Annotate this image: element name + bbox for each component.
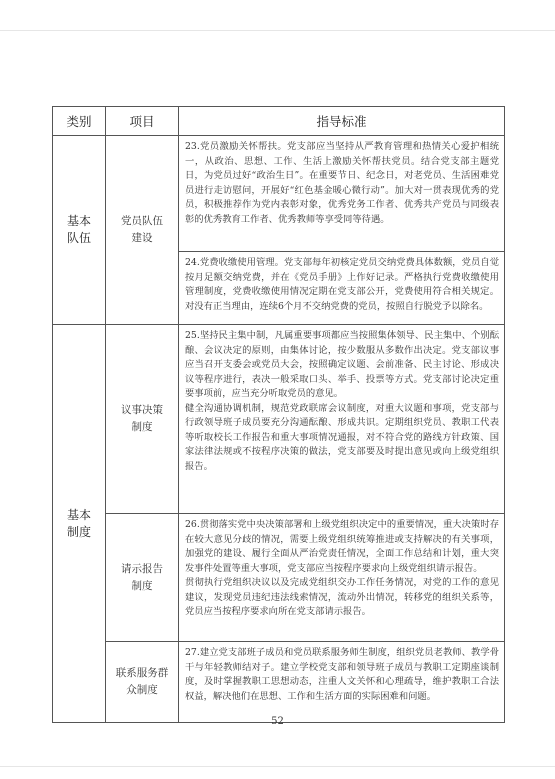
category-cell-basic-team <box>53 136 106 325</box>
item-cell-party-team <box>106 136 179 325</box>
item-label: 议事决策 制度 <box>121 404 163 433</box>
standard-paragraph: 贯彻执行党组织决议以及完成党组织交办工作任务情况，对党的工作的意见建议，发现党员违纪违法线索情况，流动外出情况，转移党的组织关系等，党员应当按程序要求向所在党支部请示报告。 <box>185 577 499 617</box>
table-row <box>53 136 505 252</box>
guidance-standard-table <box>52 106 505 723</box>
standard-cell-25 <box>179 325 505 514</box>
page-top-border <box>0 30 555 31</box>
table-row <box>53 325 505 514</box>
table-header-row <box>53 107 505 136</box>
header-category: 类别 <box>53 107 106 136</box>
table-row <box>53 514 505 642</box>
standard-cell-26 <box>179 514 505 642</box>
category-label: 基本 制度 <box>66 507 91 539</box>
header-item: 项目 <box>106 107 179 136</box>
item-cell-contact-service <box>106 642 179 723</box>
standard-paragraph: 25.坚持民主集中制，凡属重要事项都应当按照集体领导、民主集中、个别酝酿、会议决定的原则，由集体讨论，按少数服从多数作出决定。党支部议事应当召开支委会或党员大会，按照确定议题、会前准备、民主讨论、形成决议等程序进行，表决一般采取口头、举手、投票等方式。党支部讨论决定重要事项前，应当充分听取党员的意见。 <box>185 330 499 399</box>
category-label: 基本 队伍 <box>66 214 91 245</box>
page-number: 52 <box>271 716 284 727</box>
standard-paragraph: 26.贯彻落实党中央决策部署和上级党组织决定中的重要情况，重大决策时存在较大意见分歧的情况，需要上级党组织统筹推进或支持解决的有关事项，加强党的建设、履行全面从严治党责任情况，全面工作总结和计划，重大突发事件处置等重大事项，党支部应当按程序要求向上级党组织请示报告。 <box>185 519 499 574</box>
standard-cell-27 <box>179 642 505 723</box>
table-row <box>53 642 505 723</box>
item-label: 党员队伍 建设 <box>121 215 163 244</box>
standard-paragraph: 健全沟通协调机制，规范党政联席会议制度，对重大议题和事项，党支部与行政领导班子成员要充分沟通酝酿、形成共识。定期组织党员、教职工代表等听取校长工作报告和重大事项情况通报，对不符合党的路线方针政策、国家法律法规或不按程序决策的做法，党支部要及时提出意见或向上级党组织报告。 <box>185 402 499 472</box>
item-cell-request-report <box>106 514 179 642</box>
standard-paragraph: 27.建立党支部班子成员和党员联系服务师生制度，组织党员老教师、教学骨干与年轻教师结对子。建立学校党支部和领导班子成员与教职工定期座谈制度，及时掌握教职工思想动态，注重人文关怀和心理疏导，维护教职工合法权益，解决他们在思想、工作和生活方面的实际困难和问题。 <box>185 647 499 702</box>
standard-cell-24 <box>179 252 505 325</box>
standard-cell-23 <box>179 136 505 252</box>
category-cell-basic-system <box>53 325 106 723</box>
item-cell-deliberation <box>106 325 179 514</box>
item-label: 请示报告 制度 <box>121 562 163 592</box>
header-standard: 指导标准 <box>179 107 505 136</box>
item-label: 联系服务群 众制度 <box>115 667 169 696</box>
page-bottom-border <box>0 766 555 767</box>
standard-paragraph: 24.党费收缴使用管理。党支部每年初核定党员交纳党费具体数额，党员自觉按月足额交纳党费，并在《党员手册》上作好记录。严格执行党费收缴使用管理制度，党费收缴使用情况定期在党支部公开，党费使用符合相关规定。对没有正当理由，连续6个月不交纳党费的党员，按照自行脱党予以除名。 <box>185 257 499 312</box>
standard-paragraph: 23.党员激励关怀帮扶。党支部应当坚持从严教育管理和热情关心爱护相统一，从政治、思想、工作、生活上激励关怀帮扶党员。结合党支部主题党日，为党员过好“政治生日”。在重要节日、纪念日，对老党员、生活困难党员进行走访慰问，开展好“红色基金暖心微行动”。加大对一贯表现优秀的党员，积极推荐作为党内表彰对象，优秀党务工作者、优秀共产党员与同级表彰的优秀教育工作者、优秀教师等享受同等待遇。 <box>185 141 499 225</box>
